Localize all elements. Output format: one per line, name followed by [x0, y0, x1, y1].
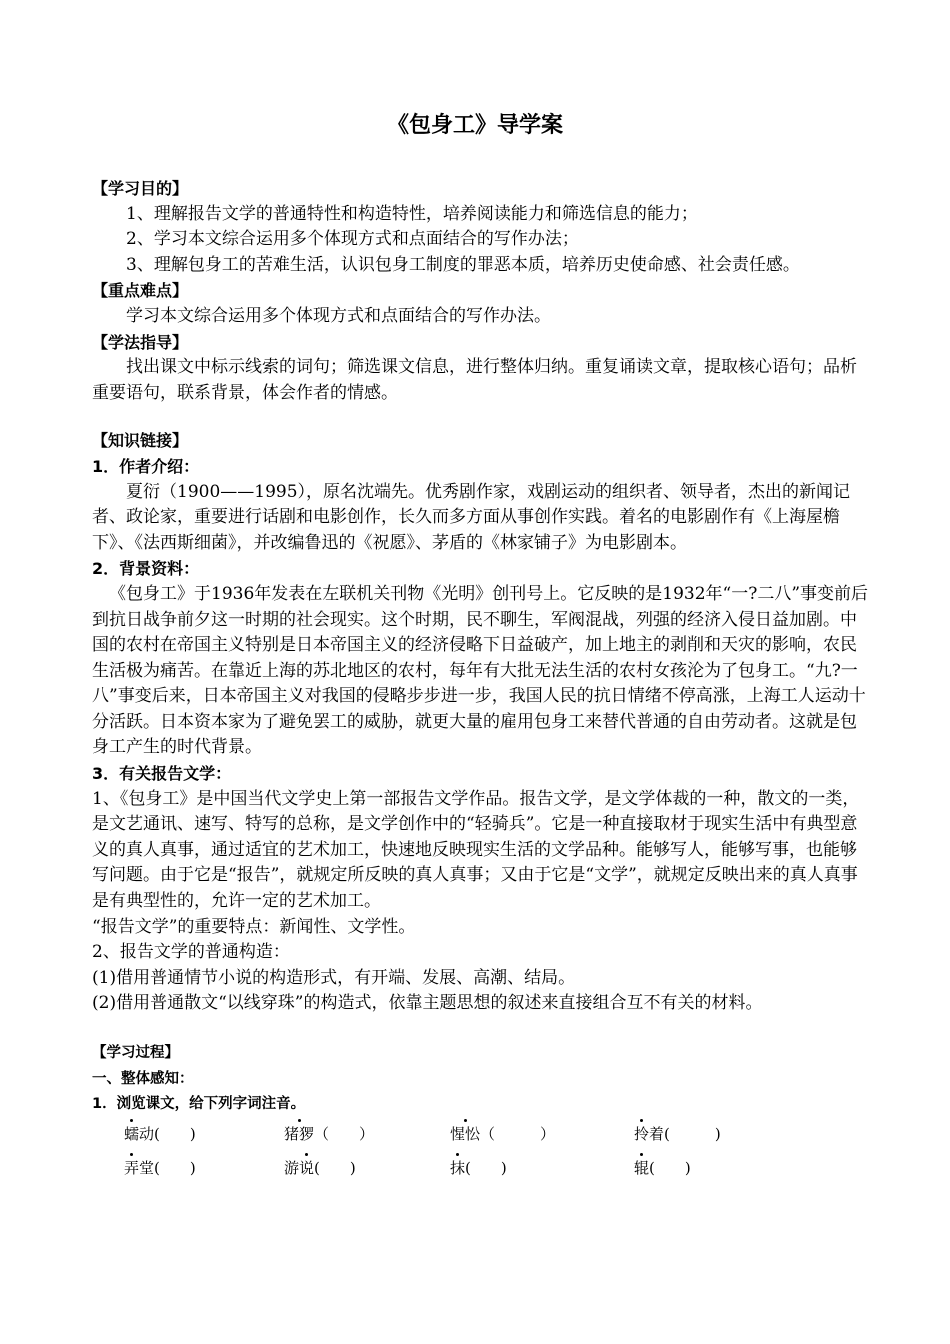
author-text: 夏衍（1900——1995），原名沈端先。优秀剧作家，戏剧运动的组织者、领导者，杰出的新闻记者、政论家，重要进行话剧和电影创作，长久而多方面从事创作实践。着名的电影剧作有《上海屋檐下》、《法西斯细菌》，并改编鲁迅的《祝愿》、茅盾的《林家铺子》为电影剧本。 [92, 481, 851, 553]
pinyin-word-item: 游说( ) [284, 1158, 356, 1177]
author-heading: 1．作者介绍： [92, 456, 200, 476]
goal-item-3: 3、理解包身工的苦难生活，认识包身工制度的罪恶本质，培养历史使命感、社会责任感。 [126, 254, 800, 275]
report-text-4: (1)借用普通情节小说的构造形式，有开端、发展、高潮、结局。 [92, 967, 576, 988]
pinyin-word-item: 蠕动( ) [124, 1124, 196, 1143]
goal-item-2: 2、学习本文综合运用多个体现方式和点面结合的写作办法； [126, 229, 579, 250]
report-text-3: 2、报告文学的普通构造： [92, 942, 290, 963]
pinyin-word-item: 辊( ) [634, 1158, 691, 1177]
method-text: 找出课文中标示线索的词句；筛选课文信息，进行整体归纳。重复诵读文章，提取核心语句；品析重要语句，联系背景，体会作者的情感。 [92, 357, 857, 403]
pinyin-word-item: 惺忪（ ） [450, 1124, 556, 1143]
report-heading: 3．有关报告文学： [92, 764, 232, 784]
pinyin-word-item: 抹( ) [450, 1158, 507, 1177]
process-section: 一、整体感知： [92, 1070, 194, 1087]
key-points-heading: 【重点难点】 [92, 281, 189, 301]
report-text-5: (2)借用普通散文“以线穿珠”的构造式，依靠主题思想的叙述来直接组合互不有关的材料。 [92, 993, 763, 1014]
report-text-2: “报告文学”的重要特点：新闻性、文学性。 [92, 916, 416, 937]
pinyin-word-item: 弄堂( ) [124, 1158, 196, 1177]
background-heading: 2．背景资料： [92, 559, 200, 579]
pinyin-word-list [92, 1118, 872, 1192]
document-title: 《包身工》导学案 [386, 113, 563, 138]
knowledge-heading: 【知识链接】 [92, 431, 189, 451]
pinyin-word-item: 拎着( ) [634, 1124, 721, 1143]
background-text: 《包身工》于1936年发表在左联机关刊物《光明》创刊号上。它反映的是1932年“一?二八”事变前后到抗日战争前夕这一时期的社会现实。这个时期，民不聊生，军阀混战，列强的经济入侵日益加剧。中国的农村在帝国主义特别是日本帝国主义的经济侵略下日益破产，加上地主的剥削和天灾的影响，农民生活极为痛苦。在靠近上海的苏北地区的农村，每年有大批无法生活的农村女孩沦为了包身工。“九?一八”事变后来，日本帝国主义对我国的侵略步步进一步，我国人民的抗日情绪不停高涨，上海工人运动十分活跃。日本资本家为了避免罢工的威胁，就更大量的雇用包身工来替代普通的自由劳动者。这就是包身工产生的时代背景。 [92, 583, 869, 758]
process-task: 1．浏览课文，给下列字词注音。 [92, 1096, 306, 1113]
goals-heading: 【学习目的】 [92, 179, 189, 198]
process-heading: 【学习过程】 [92, 1045, 179, 1061]
report-text-1: 1、《包身工》是中国当代文学史上第一部报告文学作品。报告文学，是文学体裁的一种，散文的一类，是文艺通讯、速写、特写的总称，是文学创作中的“轻骑兵”。它是一种直接取材于现实生活中有典型意义的真人真事，通过适宜的艺术加工，快速地反映现实生活的文学品种。能够写人，能够写事，也能够写问题。由于它是“报告”，就规定所反映的真人真事；又由于它是“文学”，就规定反映出来的真人真事是有典型性的，允许一定的艺术加工。 [92, 788, 860, 912]
key-points-text: 学习本文综合运用多个体现方式和点面结合的写作办法。 [126, 305, 551, 326]
pinyin-word-item: 猪猡（ ） [284, 1124, 375, 1143]
goal-item-1: 1、理解报告文学的普通特性和构造特性，培养阅读能力和筛选信息的能力； [126, 203, 698, 224]
method-heading: 【学法指导】 [92, 332, 189, 352]
document-body [92, 176, 872, 1192]
